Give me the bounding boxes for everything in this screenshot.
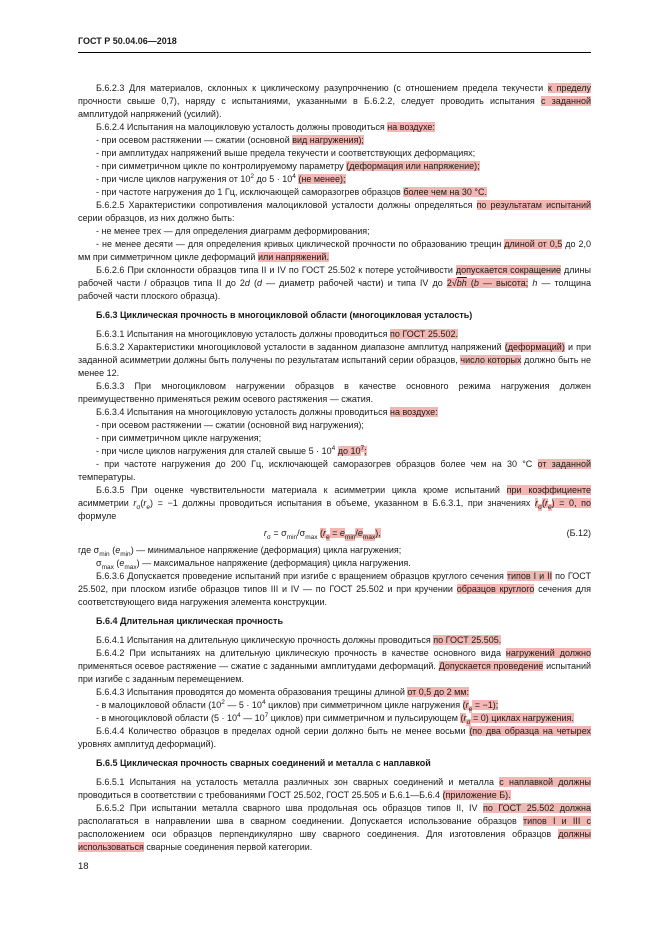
highlighted-text-run: вид нагружения);: [292, 135, 364, 145]
text-run: асимметрии: [78, 498, 134, 508]
text-run: температуры.: [78, 472, 136, 482]
highlighted-text-run: r: [463, 713, 467, 723]
paragraph: [78, 199, 591, 225]
text-run: (: [109, 545, 116, 555]
highlighted-text-run: образцов круглого: [456, 584, 535, 594]
text-run: Б.6.2.3 Для материалов, склонных к циклическому разупрочнению (с отношением предела текучести: [96, 83, 548, 93]
text-run: d: [257, 278, 263, 288]
text-run: Б.6.2.6 При склонности образцов типа II и IV по ГОСТ 25.502 к потере устойчивости: [96, 265, 456, 275]
highlighted-text-run: (: [462, 700, 466, 710]
text-run: 4: [292, 173, 296, 180]
paragraph: [78, 341, 591, 380]
text-run: - при числе циклов нагружения от 10: [96, 174, 251, 184]
text-run: σ: [266, 533, 271, 541]
text-run: расположением оси образцов перпендикулярно шву сварного соединения. Для изготовления образцов: [78, 829, 559, 839]
highlighted-text-run: нагружений должно: [505, 648, 592, 658]
list-item: [78, 238, 591, 264]
text-run: Б.6.3.3 При многоцикловом нагружении образцов в качестве основного режима нагружения должен преимущественно применяться режим осевого растяжения — сжатия.: [78, 381, 591, 404]
highlighted-text-run: должны использоваться: [78, 829, 591, 852]
document-header: [78, 36, 591, 53]
text-run: Б.6.4.4 Количество образцов в пределах одной серии должно быть не менее восьми: [96, 726, 470, 736]
text-run: r: [263, 528, 267, 538]
text-run: r: [143, 498, 147, 508]
text-run: 4: [261, 699, 266, 706]
paragraph: [78, 802, 591, 854]
highlighted-text-run: при коэффициенте: [506, 485, 591, 495]
text-run: прочности свыше 0,7), наряду с испытаниями, указанными в Б.6.2.2, следует проводить испытания: [78, 96, 541, 106]
highlighted-text-run: (по два образца на четырех: [469, 726, 591, 736]
standard-designation: ГОСТ Р 50.04.06—2018: [78, 36, 177, 46]
highlighted-text-run: — высота;: [478, 278, 529, 288]
paragraph: [78, 121, 591, 134]
text-run: — 10: [240, 713, 265, 723]
highlighted-text-run: более чем на 30 °C.: [403, 187, 488, 197]
highlighted-text-run: от 0,5 до 2 мм:: [407, 687, 469, 697]
highlighted-text-run: (: [541, 498, 545, 508]
highlighted-text-run: к пределу: [547, 83, 591, 93]
text-run: — диаметр рабочей части) и типа IV до: [262, 278, 447, 288]
document-body: [78, 82, 591, 854]
paragraph: [78, 557, 591, 570]
text-run: r: [133, 498, 137, 508]
text-run: амплитудой напряжений (усилий).: [78, 109, 222, 119]
paragraph: [78, 776, 591, 802]
text-run: Б.6.3.6 Допускается проведение испытаний при изгибе с вращением образцов круглого сечения: [96, 571, 507, 581]
text-run: max: [101, 563, 114, 571]
text-run: Б.6.4 Длительная циклическая прочность: [96, 616, 284, 626]
text-run: располагаться в направлении шва в сварном соединении. Допускается использование образцов: [78, 816, 524, 826]
highlighted-text-run: bh: [456, 278, 467, 288]
text-run: применяться осевое растяжение — сжатие с заданными амплитудами деформаций.: [78, 661, 439, 671]
text-run: Б.6.4.3 Испытания проводятся до момента образования трещины длиной: [96, 687, 408, 697]
text-run: до 2,0 мм при симметричном цикле деформаций: [78, 239, 591, 262]
text-run: 2: [221, 699, 225, 706]
text-run: e: [119, 558, 125, 568]
page-number: 18: [78, 861, 89, 872]
text-run: испытаний при изгибе с заданным перемещением.: [78, 661, 591, 684]
text-run: сечения для соответствующего вида нагружения элемента конструкции.: [78, 584, 591, 607]
highlighted-text-run: r: [534, 498, 538, 508]
highlighted-text-run: σ: [537, 503, 542, 511]
list-item: [78, 225, 591, 238]
highlighted-text-run: 2√: [446, 278, 457, 288]
list-item: [78, 419, 591, 432]
paragraph: [78, 380, 591, 406]
list-item: [78, 160, 591, 173]
text-run: l: [144, 278, 147, 288]
text-run: — 5 · 10: [224, 700, 262, 710]
list-item: [78, 699, 591, 712]
text-run: ) — минимальное напряжение (деформация) цикла нагружения;: [130, 545, 402, 555]
formula-number: (Б.12): [566, 528, 591, 538]
text-run: циклов) при симметричном и пульсирующем: [268, 713, 461, 723]
text-run: σ: [96, 558, 102, 568]
paragraph: [78, 264, 591, 303]
list-item: [78, 186, 591, 199]
highlighted-text-run: длиной от 0,5: [504, 239, 563, 249]
text-run: - при осевом растяжении — сжатии (основной вид нагружения);: [96, 420, 364, 430]
section-heading: [78, 615, 591, 628]
paragraph: [78, 406, 591, 419]
text-run: = σ: [270, 528, 287, 538]
highlighted-text-run: с наплавкой должны: [499, 777, 591, 787]
highlighted-text-run: Допускается проведение: [438, 661, 544, 671]
text-run: - при осевом растяжении — сжатии (основной: [96, 135, 293, 145]
text-run: длины рабочей части: [78, 265, 591, 288]
text-run: должно быть не менее 12.: [78, 355, 592, 378]
highlighted-text-run: до 10: [337, 446, 361, 456]
text-run: min: [286, 533, 298, 541]
highlighted-text-run: /: [355, 528, 358, 538]
highlighted-text-run: r: [323, 528, 327, 538]
text-run: min: [120, 550, 131, 558]
highlighted-text-run: max: [362, 533, 376, 541]
list-item: [78, 432, 591, 445]
paragraph: [78, 570, 591, 609]
formula-expression: [78, 527, 567, 540]
text-run: Б.6.4.1 Испытания на длительную циклическую прочность должны проводиться: [96, 635, 434, 645]
text-run: /σ: [297, 528, 306, 538]
text-run: 4: [237, 712, 241, 719]
paragraph: [78, 544, 591, 557]
highlighted-text-run: ;: [364, 446, 367, 456]
highlighted-text-run: σ: [466, 718, 471, 726]
highlighted-text-run: (не менее);: [298, 174, 346, 184]
text-run: - при симметричном цикле нагружения;: [96, 433, 262, 443]
section-heading: [78, 757, 591, 770]
text-run: и при заданной асимметрии должны быть получены по результатам испытаний серии образцов,: [78, 342, 591, 365]
text-run: - при числе циклов нагружения для сталей свыше 5 · 10: [96, 446, 332, 456]
paragraph: [78, 647, 591, 686]
highlighted-text-run: r: [465, 700, 469, 710]
highlighted-text-run: типов I и III с: [523, 816, 592, 826]
highlighted-text-run: (: [466, 278, 474, 288]
highlighted-text-run: 7: [360, 445, 365, 452]
paragraph: [78, 686, 591, 699]
text-run: - при симметричном цикле по контролируемому параметру: [96, 161, 347, 171]
highlighted-text-run: на воздухе:: [389, 407, 438, 417]
highlighted-text-run: число которых: [460, 355, 522, 365]
text-run: e: [146, 503, 151, 511]
text-run: - не менее десяти — для определения кривых циклической прочности по образованию трещин: [96, 239, 505, 249]
highlighted-text-run: типов I и II: [506, 571, 553, 581]
highlighted-text-run: ) = 0, по: [551, 498, 592, 508]
text-run: проводиться в соответствии с требованиями ГОСТ 25.502, ГОСТ 25.505 и Б.6.1—Б.6.4: [78, 790, 443, 800]
text-run: (: [113, 558, 120, 568]
text-run: - при амплитудах напряжений выше предела текучести и соответствующих деформациях;: [96, 148, 476, 158]
text-run: Б.6.5.2 При испытании металла сварного шва продольная ось образцов типов II, IV: [96, 803, 483, 813]
highlighted-text-run: e: [326, 533, 330, 541]
text-run: d: [244, 278, 250, 288]
text-run: 4: [331, 445, 336, 452]
text-run: ) — максимальное напряжение (деформация) цикла нагружения.: [136, 558, 411, 568]
text-run: серии образцов, из них должно быть:: [78, 213, 235, 223]
text-run: max: [305, 533, 318, 541]
highlighted-text-run: =: [329, 528, 340, 538]
text-run: max: [124, 563, 137, 571]
text-run: образцов типа II до 2: [146, 278, 245, 288]
text-run: Б.6.4.2 При испытаниях на длительную циклическую прочность в качестве основного вида: [96, 648, 506, 658]
highlighted-text-run: b: [473, 278, 479, 288]
text-run: где σ: [78, 545, 100, 555]
section-heading: [78, 309, 591, 322]
text-run: e: [115, 545, 121, 555]
text-run: h: [532, 278, 538, 288]
text-run: Б.6.2.4 Испытания на малоцикловую усталость должны проводиться: [96, 122, 388, 132]
highlighted-text-run: (: [460, 713, 464, 723]
highlighted-text-run: r: [544, 498, 548, 508]
highlighted-text-run: (деформаций): [504, 342, 565, 352]
paragraph: [78, 328, 591, 341]
list-item: [78, 445, 591, 458]
paragraph: [78, 634, 591, 647]
text-run: min: [99, 550, 110, 558]
paragraph: [78, 82, 591, 121]
highlighted-text-run: min: [344, 533, 356, 541]
highlighted-text-run: = 0) циклах нагружения.: [470, 713, 574, 723]
list-item: [78, 147, 591, 160]
highlighted-text-run: по результатам испытаний: [476, 200, 591, 210]
highlighted-text-run: = −1);: [472, 700, 499, 710]
highlighted-text-run: e: [468, 705, 473, 713]
list-item: [78, 458, 591, 484]
text-run: сварные соединения первой категории.: [143, 842, 313, 852]
highlighted-text-run: с заданной: [540, 96, 591, 106]
highlighted-text-run: или напряжений.: [257, 252, 329, 262]
text-run: формуле: [78, 511, 117, 521]
highlighted-text-run: e: [339, 528, 345, 538]
text-run: по ГОСТ 25.502, при плоском изгибе образцов типов III и IV — по ГОСТ 25.502 и при кручении: [78, 571, 591, 594]
highlighted-text-run: по ГОСТ 25.502 должна: [482, 803, 592, 813]
highlighted-text-run: на воздухе:: [387, 122, 435, 132]
text-run: Б.6.3.1 Испытания на многоцикловую усталость должны проводиться: [96, 329, 390, 339]
formula: [78, 527, 591, 540]
highlighted-text-run: допускается сокращение: [455, 265, 562, 275]
text-run: 7: [264, 712, 269, 719]
text-run: (: [140, 498, 144, 508]
text-run: — толщина рабочей части плоского образца).: [78, 278, 591, 301]
list-item: [78, 173, 591, 186]
highlighted-text-run: от заданной: [537, 459, 592, 469]
text-run: - в малоцикловой области (10: [96, 700, 222, 710]
highlighted-text-run: (деформация или напряжение);: [346, 161, 480, 171]
text-run: до 5 · 10: [253, 174, 293, 184]
text-run: ) = −1 должны проводиться испытания в объеме, указанном в Б.6.3.1, при значениях: [150, 498, 535, 508]
highlighted-text-run: (приложение Б).: [442, 790, 511, 800]
text-run: - в многоцикловой области (5 · 10: [96, 713, 237, 723]
text-run: 2: [250, 173, 254, 180]
list-item: [78, 134, 591, 147]
highlighted-text-run: по ГОСТ 25.502.: [389, 329, 458, 339]
text-run: - при частоте нагружения до 200 Гц, исключающей саморазогрев образцов более чем на 30 °C: [96, 459, 538, 469]
text-run: Б.6.3 Циклическая прочность в многоцикловой области (многоцикловая усталость): [96, 310, 473, 320]
highlighted-text-run: e: [357, 528, 363, 538]
text-run: Б.6.3.5 При оценке чувствительности материала к асимметрии цикла кроме испытаний: [96, 485, 507, 495]
text-run: Б.6.3.2 Характеристики многоцикловой усталости в заданном диапазоне амплитуд напряжений: [96, 342, 505, 352]
text-run: циклов) при симметричном цикле нагружения: [265, 700, 463, 710]
paragraph: [78, 725, 591, 751]
text-run: Б.6.2.5 Характеристики сопротивления малоцикловой усталости должны определяться: [96, 200, 477, 210]
paragraph: [78, 484, 591, 523]
list-item: [78, 712, 591, 725]
highlighted-text-run: (: [320, 528, 324, 538]
text-run: - при частоте нагружения до 1 Гц, исключающей саморазогрев образцов: [96, 187, 404, 197]
text-run: Б.6.5.1 Испытания на усталость металла различных зон сварных соединений и металла: [96, 777, 500, 787]
text-run: (: [249, 278, 257, 288]
text-run: Б.6.5 Циклическая прочность сварных соединений и металла с наплавкой: [96, 758, 431, 768]
text-run: Б.6.3.4 Испытания на многоцикловую усталость должны проводиться: [96, 407, 390, 417]
highlighted-text-run: ),: [375, 528, 381, 538]
text-run: σ: [136, 503, 141, 511]
text-run: уровнях амплитуд деформаций).: [78, 739, 217, 749]
highlighted-text-run: e: [547, 503, 552, 511]
text-run: - не менее трех — для определения диаграмм деформирования;: [96, 226, 370, 236]
highlighted-text-run: по ГОСТ 25.505.: [433, 635, 502, 645]
